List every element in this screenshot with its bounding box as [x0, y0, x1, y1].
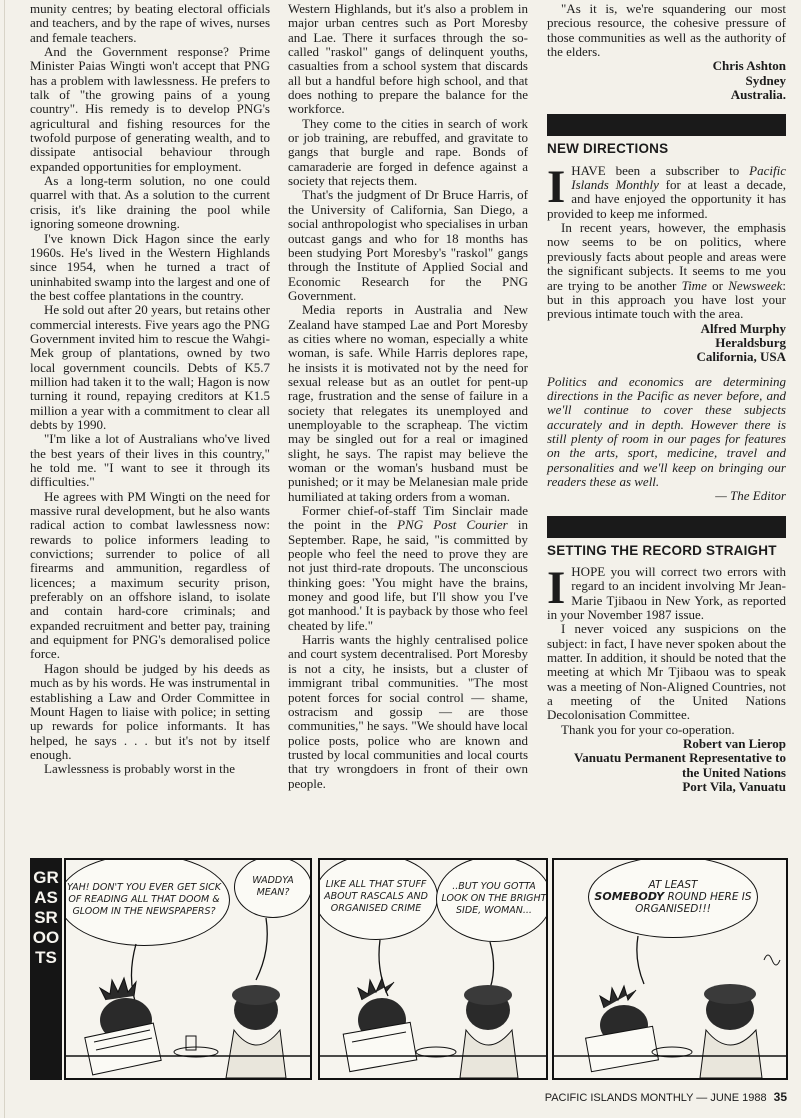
paragraph: [547, 562, 786, 623]
text: HAVE been a subscriber to: [571, 162, 750, 178]
letter-signature-city: Sydney: [745, 72, 786, 88]
scan-edge: [4, 0, 5, 1118]
paragraph: Harris wants the highly centralised police and court system decentralised. Port Moresby is not a city, he insists, but a cluster of immigrant tribal communities. "The most potent forces for social control — shame, ostracism and gossip — are those communities," he says. "We should have local police posts, police who are known and trusted by local communities and local courts that try wrongdoers in front of their own people.: [288, 632, 528, 791]
publication-name: PNG Post Courier: [397, 517, 508, 533]
editor-signature: — The Editor: [715, 488, 786, 504]
letter-signature-name: Robert van Lierop: [682, 736, 786, 752]
letter-signature-title: Vanuatu Permanent Representative to: [574, 750, 786, 766]
comic-drawing-3: [554, 860, 786, 1078]
letter-heading: NEW DIRECTIONS: [547, 141, 669, 157]
letter-heading: SETTING THE RECORD STRAIGHT: [547, 542, 777, 558]
paragraph: They come to the cities in search of work or job training, are rebuffed, and gravitate to gangs that burgle and rape. Bonds of camaraderie are forged in defence against a society that rejects them.: [288, 115, 528, 189]
section-divider-bar: [547, 114, 786, 136]
paragraph: Hagon should be judged by his deeds as much as by his words. He was instrumental in establishing a Law and Order Committee in Mount Hagen to liaise with police; in setting up rewards for police informants. It has helped, he says . . . but it's not by itself enough.: [30, 660, 270, 762]
paragraph: He sold out after 20 years, but retains other commercial interests. Five years ago the PNG Government invited him to rescue the Wahgi-Mek group of plantations, owned by two local government councils. Debts of K5.7 million had taken it to the wall; Hagon is now turning it round, repaying creditors at K1.5 million a year with a commitment to clear all debts by 1990.: [30, 302, 270, 432]
comic-drawing-2: [320, 860, 546, 1078]
article-column-2: [288, 2, 528, 791]
letter-signature-name: Chris Ashton: [712, 58, 786, 74]
text: : but in this approach you have lost your previous intimate touch with the area.: [547, 277, 786, 322]
paragraph: [547, 160, 786, 221]
editor-reply: [547, 375, 786, 504]
bubble-text: ..BUT YOU GOTTA LOOK ON THE BRIGHT SIDE, WOMAN...: [441, 881, 547, 916]
letter-signature-country: Australia.: [730, 87, 786, 103]
comic-strip: [30, 858, 788, 1080]
letters-column: [547, 2, 786, 795]
page-footer: [545, 1090, 787, 1104]
paragraph: "I'm like a lot of Australians who've lived the best years of their lives in this country," he told me. "I want to see it through its difficulties.": [30, 431, 270, 490]
letter-signature-title: the United Nations: [681, 764, 786, 780]
paragraph: "As it is, we're squandering our most precious resource, the cohesive pressure of those communities as well as the authority of the elders.: [547, 1, 786, 60]
letter-signature-country: California, USA: [696, 349, 786, 365]
comic-panel-3: [552, 858, 788, 1080]
comic-title: GRASSROOTS: [32, 868, 60, 967]
paragraph: He agrees with PM Wingti on the need for massive rural development, but he also wants radical action to combat lawlessness now: rewards to police informers leading to convictions; surrender to police of all firearms and ammunition, regardless of licences; a maximum security prison, preferably on an offshore island, to isolate and contain hard-core criminals; and expanded recruitment and better pay, training and equipment for PNG's demoralised police force.: [30, 488, 270, 662]
comic-drawing-1: [66, 860, 310, 1078]
letter-signature-city: Port Vila, Vanuatu: [682, 779, 786, 795]
text: in September. Rape, he said, "is committed by people who feel the need to prove they are not just third-rate dropouts. The unconscious thinking goes: 'You might have the brains, money and good life, but I'll show you I've got manhood.' It is payback by those who feel cheated by life.": [288, 517, 528, 633]
paragraph: That's the judgment of Dr Bruce Harris, of the University of California, San Diego, a social anthropologist who specialises in urban outcast gangs and who for 18 months has been studying Port Moresby's "raskol" gangs through the Institute of Applied Social and Economic Research for the PNG Government.: [288, 187, 528, 303]
comic-title-panel: [30, 858, 62, 1080]
paragraph: Media reports in Australia and New Zealand have stamped Lae and Port Moresby as cities where no woman, especially a white woman, is safe. While Harris deplores rape, he insists it is motivated not by the need for sexual release but as an outlet for pent-up rage, frustration and the sense of failure in a society that relegates its unemployed and unemployable to the scrapheap. The victim may be singled out for a real or imagined slight, he says. The rapist may believe the woman or the woman's husband must be punished; or it may be Melanesian male pride humiliated at taking orders from a woman.: [288, 302, 528, 504]
paragraph: And the Government response? Prime Minister Paias Wingti won't accept that PNG has a problem with lawlessness. He prefers to talk of "the growing pains of a young country". His remedy is to develop PNG's agricultural and fishing resources for the twofold purpose of generating wealth, and to dissipate antisocial behaviour through expanded opportunities for employment.: [30, 44, 270, 174]
text: for at least a decade, and have enjoyed the opportunity it has provided to keep me informed.: [547, 177, 786, 221]
paragraph: Thank you for your co-operation.: [561, 721, 735, 737]
text: In recent years, however, the emphasis now seems to be on politics, where previously facts about people and areas were the significant subjects. It seems to me you are trying to be another: [547, 220, 786, 293]
bubble-text: WADDYA MEAN?: [252, 875, 294, 898]
paragraph: [547, 221, 786, 321]
section-divider-bar: [547, 516, 786, 538]
publication-name: Pacific Islands Monthly: [571, 162, 786, 193]
paragraph: I never voiced any suspicions on the subject: in fact, I have never spoken about the matter. In addition, it should be noted that the meeting at which Mr Tjibaou was to speak was a meeting of Non-Aligned Countries, not a meeting of the United Nations Decolonisation Committee.: [547, 621, 786, 723]
paragraph: Lawlessness is probably worst in the: [44, 761, 236, 777]
text: or: [706, 277, 729, 293]
bubble-text: YAH! DON'T YOU EVER GET SICK OF READING ALL THAT DOOM & GLOOM IN THE NEWSPAPERS?: [67, 882, 221, 917]
text: Former chief-of-staff Tim Sinclair made the point in the: [288, 503, 528, 533]
letter-signature-city: Heraldsburg: [715, 334, 786, 350]
bubble-text-part: ROUND HERE IS ORGANISED!!!: [635, 891, 752, 915]
paragraph: munity centres; by beating electoral officials and teachers, and by the rape of wives, nurses and female teachers.: [30, 1, 270, 45]
paragraph: As a long-term solution, no one could quarrel with that. As a solution to the current crisis, it's like draining the pool while ignoring someone drowning.: [30, 173, 270, 232]
drop-cap: I: [547, 160, 566, 213]
text: HOPE you will correct two errors with regard to an incident involving Mr Jean-Marie Tjibaou in New York, as reported in your November 1987 issue.: [547, 564, 786, 623]
comic-panel-2: [318, 858, 548, 1080]
paragraph: I've known Dick Hagon since the early 1960s. He's lived in the Western Highlands since 1954, when he turned a tract of uninhabited swamp into the largest and one of the best coffee plantations in the country.: [30, 230, 270, 303]
bubble-text: LIKE ALL THAT STUFF ABOUT RASCALS AND ORGANISED CRIME: [324, 879, 428, 914]
bubble-text-part: AT LEAST: [648, 879, 698, 891]
paragraph: Western Highlands, but it's also a problem in major urban centres such as Port Moresby and Lae. There it surfaces through the so-called "raskol" gangs of delinquent youths, casualties from a school system that discards all but a handful before high school, and that does nothing to prepare the balance for the workforce.: [288, 1, 528, 117]
paragraph: [288, 504, 528, 633]
article-column-1: [30, 2, 270, 777]
page-number: 35: [773, 1090, 787, 1104]
comic-panel-1: [64, 858, 312, 1080]
letter-signature-name: Alfred Murphy: [700, 320, 786, 336]
publication-name: Newsweek: [728, 277, 783, 293]
paragraph: Politics and economics are determining directions in the Pacific as never before, and we'll continue to cover these subjects accurately and in depth. However there is still plenty of room in our pages for features on the arts, sport, medicine, travel and personalities and we'll keep on bringing our readers these as well.: [547, 373, 786, 489]
drop-cap: I: [547, 562, 566, 614]
footer-publication: PACIFIC ISLANDS MONTHLY — JUNE 1988: [544, 1092, 767, 1104]
bubble-text-emphasis: SOMEBODY: [594, 890, 665, 903]
publication-name: Time: [681, 277, 707, 293]
